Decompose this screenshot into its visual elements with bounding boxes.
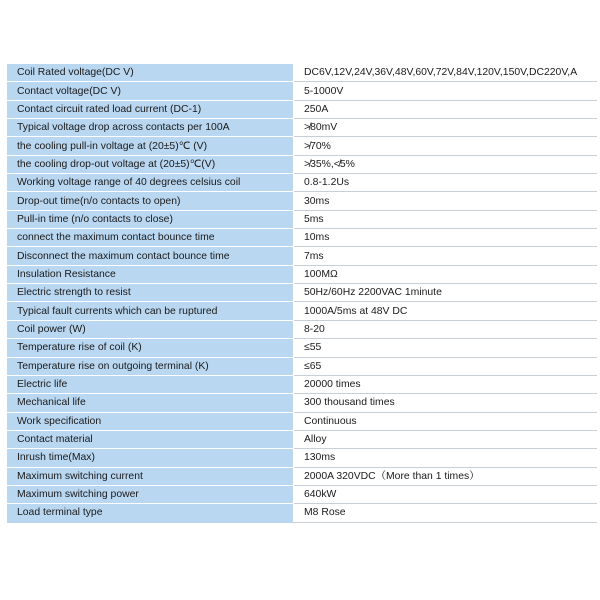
spec-value: 8-20	[294, 320, 598, 338]
spec-label: Typical fault currents which can be ruptured	[7, 302, 294, 320]
spec-row	[7, 265, 597, 283]
spec-label: Mechanical life	[7, 394, 294, 412]
spec-label: Maximum switching power	[7, 485, 294, 503]
spec-row	[7, 412, 597, 430]
spec-label: the cooling pull-in voltage at (20±5)℃ (V)	[7, 137, 294, 155]
spec-value: 130ms	[294, 449, 598, 467]
spec-label: Inrush time(Max)	[7, 449, 294, 467]
spec-label: Coil power (W)	[7, 320, 294, 338]
spec-value: 5-1000V	[294, 82, 598, 100]
spec-row	[7, 320, 597, 338]
spec-label: Contact circuit rated load current (DC-1)	[7, 100, 294, 118]
spec-value: ≯80mV	[294, 119, 598, 137]
spec-value: Alloy	[294, 430, 598, 448]
spec-label: Pull-in time (n/o contacts to close)	[7, 210, 294, 228]
spec-row	[7, 284, 597, 302]
spec-label: Temperature rise on outgoing terminal (K)	[7, 357, 294, 375]
spec-label: the cooling drop-out voltage at (20±5)℃(V)	[7, 155, 294, 173]
spec-row	[7, 504, 597, 522]
spec-label: Disconnect the maximum contact bounce time	[7, 247, 294, 265]
spec-value: 250A	[294, 100, 598, 118]
spec-row	[7, 302, 597, 320]
spec-value: 300 thousand times	[294, 394, 598, 412]
spec-value: DC6V,12V,24V,36V,48V,60V,72V,84V,120V,150V,DC220V,A	[294, 64, 598, 82]
spec-value: 7ms	[294, 247, 598, 265]
spec-table	[7, 64, 597, 523]
spec-row	[7, 467, 597, 485]
spec-value: 50Hz/60Hz 2200VAC 1minute	[294, 284, 598, 302]
spec-row	[7, 375, 597, 393]
spec-value: 2000A 320VDC（More than 1 times）	[294, 467, 598, 485]
spec-row	[7, 339, 597, 357]
spec-value: 10ms	[294, 229, 598, 247]
spec-label: Typical voltage drop across contacts per 100A	[7, 119, 294, 137]
spec-value: 1000A/5ms at 48V DC	[294, 302, 598, 320]
spec-row	[7, 485, 597, 503]
spec-value: ≤65	[294, 357, 598, 375]
spec-label: Working voltage range of 40 degrees celsius coil	[7, 174, 294, 192]
spec-label: Maximum switching current	[7, 467, 294, 485]
spec-value: ≯70%	[294, 137, 598, 155]
spec-row	[7, 430, 597, 448]
spec-value: M8 Rose	[294, 504, 598, 522]
spec-label: Temperature rise of coil (K)	[7, 339, 294, 357]
spec-row	[7, 247, 597, 265]
spec-row	[7, 155, 597, 173]
spec-label: Drop-out time(n/o contacts to open)	[7, 192, 294, 210]
spec-row	[7, 449, 597, 467]
spec-row	[7, 229, 597, 247]
spec-row	[7, 394, 597, 412]
spec-value: ≤55	[294, 339, 598, 357]
spec-row	[7, 64, 597, 82]
spec-row	[7, 100, 597, 118]
spec-value: 0.8-1.2Us	[294, 174, 598, 192]
spec-row	[7, 192, 597, 210]
spec-value: 30ms	[294, 192, 598, 210]
spec-row	[7, 137, 597, 155]
spec-value: 20000 times	[294, 375, 598, 393]
spec-label: Electric life	[7, 375, 294, 393]
spec-label: Work specification	[7, 412, 294, 430]
spec-label: Contact voltage(DC V)	[7, 82, 294, 100]
spec-value: Continuous	[294, 412, 598, 430]
spec-row	[7, 119, 597, 137]
spec-label: Contact material	[7, 430, 294, 448]
spec-label: Coil Rated voltage(DC V)	[7, 64, 294, 82]
spec-table-body	[7, 64, 597, 522]
spec-value: 640kW	[294, 485, 598, 503]
spec-row	[7, 357, 597, 375]
spec-row	[7, 82, 597, 100]
spec-label: Load terminal type	[7, 504, 294, 522]
spec-label: Insulation Resistance	[7, 265, 294, 283]
spec-row	[7, 174, 597, 192]
spec-row	[7, 210, 597, 228]
spec-label: Electric strength to resist	[7, 284, 294, 302]
spec-label: connect the maximum contact bounce time	[7, 229, 294, 247]
spec-value: 100MΩ	[294, 265, 598, 283]
spec-value: 5ms	[294, 210, 598, 228]
spec-value: ≯35%,≮5%	[294, 155, 598, 173]
